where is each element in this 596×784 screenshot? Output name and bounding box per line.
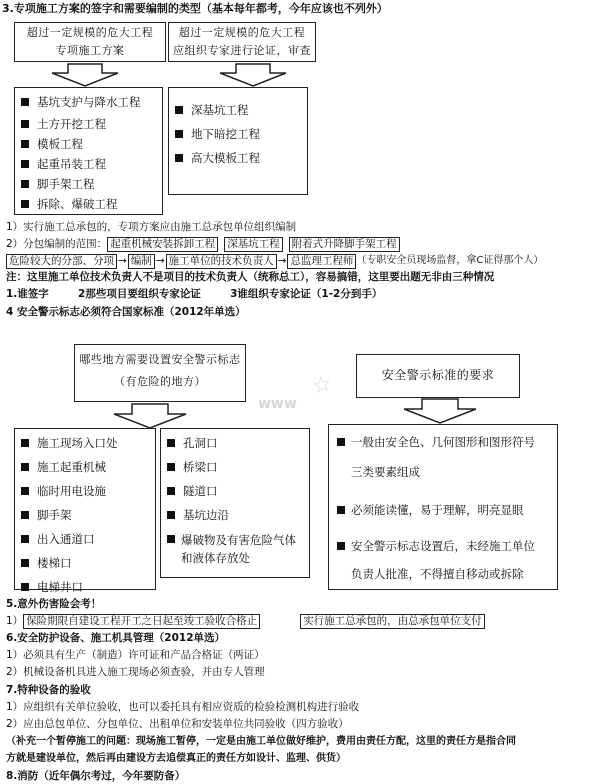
square-bullet-icon	[175, 106, 183, 114]
section3-heading: 3.专项施工方案的签字和需要编制的类型（基本每年都考，今年应该也不列外）	[2, 2, 388, 15]
list-item: 必须能读懂，易于理解，明亮显眼	[337, 503, 524, 517]
s3-note-bold: 注：这里施工单位技术负责人不是项目的技术负责人（统称总工），容易搞错，这里要出题无非由三种情况	[6, 271, 495, 283]
list-item: 一般由安全色、几何图形和图形符号	[337, 435, 535, 449]
list-item: 地下暗挖工程	[175, 122, 260, 146]
s4-left-down-arrow-icon	[112, 403, 188, 429]
square-bullet-icon	[175, 154, 183, 162]
square-bullet-icon	[167, 535, 175, 543]
list-item: 桥梁口	[167, 455, 305, 479]
list-item: 脚手架	[21, 503, 118, 527]
square-bullet-icon	[21, 463, 29, 471]
list-item: 模板工程	[21, 134, 141, 154]
s3-note2-item: 附着式升降脚手架工程	[289, 237, 400, 252]
s7-supplement-line2: 方就是建设单位，然后再由建设方去追偿真正的责任方如设计、监理、供货）	[6, 753, 346, 764]
square-bullet-icon	[337, 542, 345, 550]
s4-list-a	[21, 431, 118, 599]
square-bullet-icon	[167, 463, 175, 471]
s3-left-list-box	[14, 87, 163, 215]
list-item: 高大模板工程	[175, 146, 260, 170]
list-item: 起重吊装工程	[21, 154, 141, 174]
s7-item1: 1）应组织有关单位验收，也可以委托具有相应资质的检验检测机构进行验收	[6, 701, 360, 713]
flow-step: 编制	[128, 254, 155, 269]
flow-step: 施工单位的技术负责人	[166, 254, 277, 269]
s4-list-b	[167, 431, 305, 567]
watermark: ☆	[309, 371, 334, 400]
list-item: 爆破物及有害危险气体和液体存放处	[167, 531, 305, 567]
s4-list-b-box	[160, 428, 310, 578]
square-bullet-icon	[21, 180, 29, 188]
section5-heading: 5.意外伤害险会考！	[6, 598, 102, 610]
list-item: 基坑支护与降水工程	[21, 90, 141, 114]
arrow-right-icon: →	[155, 255, 165, 267]
s4-left-header-line1: 哪些地方需要设置安全警示标志	[79, 353, 241, 366]
s6-item2: 2）机械设备机具进入施工现场必须查验，并由专人管理	[6, 666, 265, 678]
square-bullet-icon	[21, 559, 29, 567]
list-item: 施工起重机械	[21, 455, 118, 479]
square-bullet-icon	[175, 130, 183, 138]
watermark: www	[258, 396, 297, 412]
arrow-right-icon: →	[118, 255, 127, 267]
s3-note2-item: 深基坑工程	[224, 237, 283, 252]
s5-item1: 保险期限自建设工程开工之日起至竣工验收合格止	[23, 614, 260, 629]
list-item: 出入通道口	[21, 527, 118, 551]
list-item: 临时用电设施	[21, 479, 118, 503]
section8-heading: 8.消防（近年偶尔考过，今年要防备）	[6, 770, 186, 782]
s3-right-header-line2: 应组织专家进行论证，审查	[173, 44, 311, 57]
section4-heading: 4 安全警示标志必须符合国家标准（2012年单选）	[6, 306, 246, 318]
list-item: 土方开挖工程	[21, 114, 141, 134]
list-item: 安全警示标志设置后，未经施工单位	[337, 539, 535, 553]
list-item: 施工现场入口处	[21, 431, 118, 455]
square-bullet-icon	[167, 511, 175, 519]
s3-note2-prefix: 2）分包编制的范围：	[6, 238, 108, 250]
s3-left-header-box	[14, 22, 166, 62]
s3-left-list	[21, 90, 141, 214]
list-item: 拆除、爆破工程	[21, 194, 141, 214]
section7-heading: 7.特种设备的验收	[6, 684, 91, 696]
square-bullet-icon	[21, 200, 29, 208]
s6-item1: 1）必须具有生产（制造）许可证和产品合格证（两证）	[6, 649, 265, 661]
section6-heading: 6.安全防护设备、施工机具管理（2012单选）	[6, 632, 226, 644]
s3-note1: 1）实行施工总承包的，专项方案应由施工总承包单位组织编制	[6, 221, 297, 233]
s3-right-list-box	[168, 87, 308, 195]
s3-left-header-line1: 超过一定规模的危大工程	[26, 26, 154, 39]
s3-left-down-arrow-icon	[50, 63, 120, 87]
square-bullet-icon	[167, 439, 175, 447]
list-item-continuation: 三类要素组成	[351, 465, 420, 479]
flow-tail: （专职安全员现场监督，拿C证得那个人）	[356, 255, 544, 267]
square-bullet-icon	[21, 583, 29, 591]
s5-items: 1） 保险期限自建设工程开工之日起至竣工验收合格止 实行施工总承包的，由总承包单位支付	[6, 614, 485, 629]
s3-note2-item: 起重机械安装拆卸工程	[107, 237, 218, 252]
s3-right-down-arrow-icon	[218, 63, 288, 87]
s4-right-header-box	[356, 354, 520, 398]
s4-list-c-box	[328, 424, 558, 590]
list-item: 电梯井口	[21, 575, 118, 599]
arrow-right-icon: →	[277, 255, 287, 267]
s3-left-header-line2: 专项施工方案	[55, 44, 125, 57]
square-bullet-icon	[21, 140, 29, 148]
list-item: 深基坑工程	[175, 98, 260, 122]
s7-item2: 2）应由总包单位、分包单位、出租单位和安装单位共同验收（四方验收）	[6, 718, 349, 730]
list-item: 楼梯口	[21, 551, 118, 575]
list-item: 隧道口	[167, 479, 305, 503]
square-bullet-icon	[21, 535, 29, 543]
s4-list-a-box	[14, 428, 156, 594]
s4-left-header-box	[74, 344, 246, 402]
square-bullet-icon	[21, 160, 29, 168]
s3-right-header-line1: 超过一定规模的危大工程	[178, 26, 306, 39]
square-bullet-icon	[337, 506, 345, 514]
s4-left-header-line2: （有危险的地方）	[114, 375, 206, 388]
square-bullet-icon	[21, 120, 29, 128]
square-bullet-icon	[21, 98, 29, 106]
square-bullet-icon	[21, 439, 29, 447]
s4-right-down-arrow-icon	[402, 398, 478, 424]
s3-right-list	[175, 98, 260, 170]
s3-note2	[6, 237, 400, 252]
s7-supplement-line1: （补充一个暂停施工的问题：现场施工暂停，一定是由施工单位做好维护，费用由责任方配，这里的责任方是指合同	[6, 736, 516, 747]
list-item: 孔洞口	[167, 431, 305, 455]
flow-step: 危险较大的分部、分项	[6, 254, 117, 269]
square-bullet-icon	[21, 487, 29, 495]
list-item: 脚手架工程	[21, 174, 141, 194]
square-bullet-icon	[21, 511, 29, 519]
list-item: 基坑边沿	[167, 503, 305, 527]
s3-flow	[6, 254, 543, 269]
flow-step: 总监理工程师	[287, 254, 356, 269]
square-bullet-icon	[167, 487, 175, 495]
list-item-continuation: 负责人批准，不得擅自移动或拆除	[351, 567, 524, 581]
square-bullet-icon	[337, 438, 345, 446]
s4-right-header-text: 安全警示标准的要求	[381, 368, 495, 382]
s3-three-cases: 1.谁签字 2那些项目要组织专家论证 3谁组织专家论证（1-2分到手）	[6, 288, 383, 300]
s5-item2: 实行施工总承包的，由总承包单位支付	[300, 614, 485, 629]
s3-right-header-box	[168, 22, 316, 62]
